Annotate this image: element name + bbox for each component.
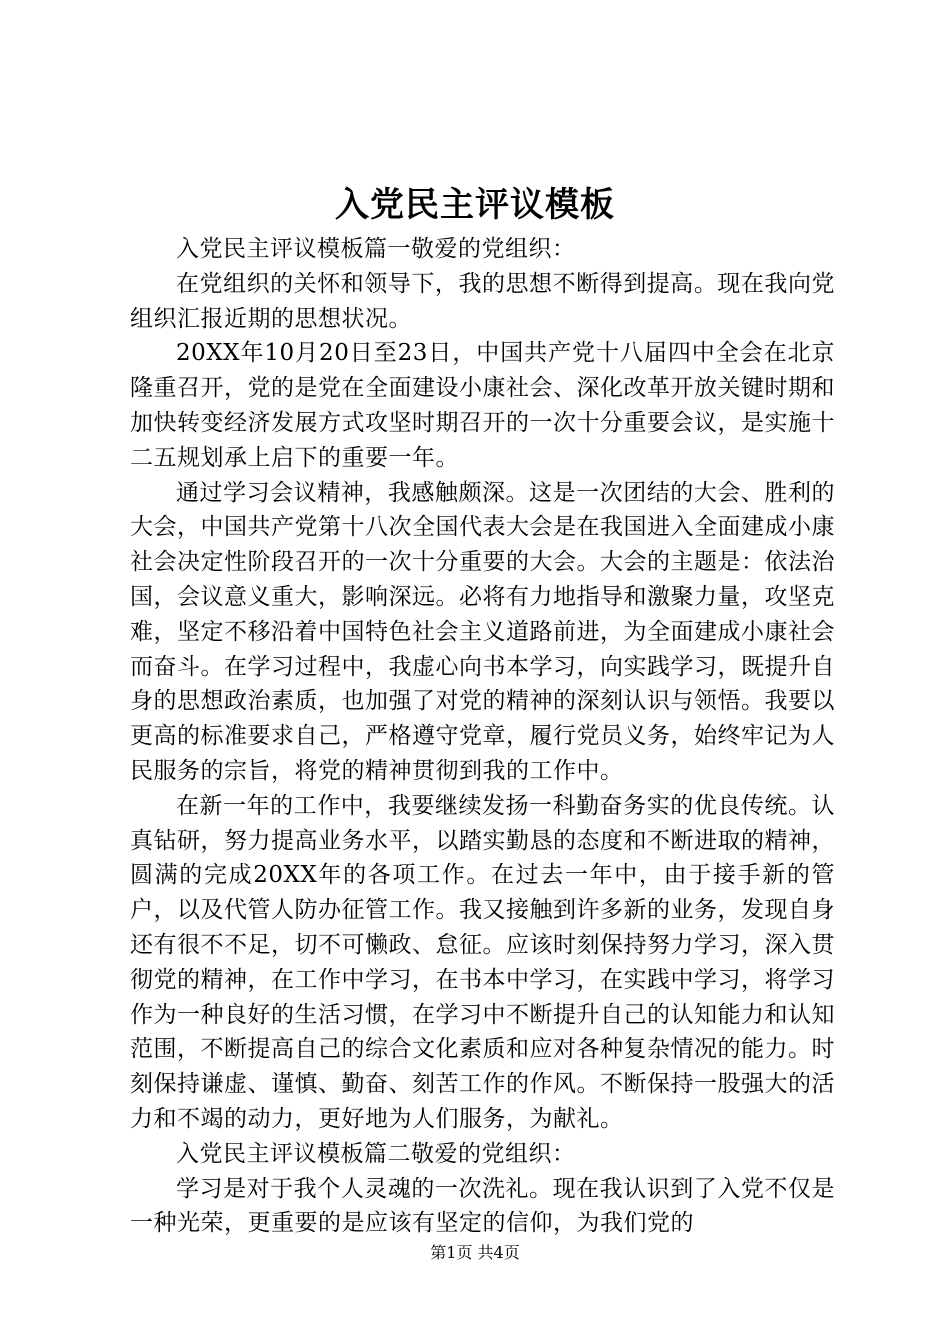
paragraph-6: 入党民主评议模板篇二敬爱的党组织：	[176, 1140, 576, 1167]
paragraph-5: 在新一年的工作中，我要继续发扬一科勤奋务实的优良传统。认真钻研，努力提高业务水平，以踏实勤恳的态度和不断进取的精神，圆满的完成20XX年的各项工作。在过去一年中，由于接手新的管户，以及代管人防办征管工作。我又接触到许多新的业务，发现自身还有很不不足，切不可懒政、怠征。应该时刻保持努力学习，深入贯彻党的精神，在工作中学习，在书本中学习，在实践中学习，将学习作为一种良好的生活习惯，在学习中不断提升自己的认知能力和认知范围，不断提高自己的综合文化素质和应对各种复杂情况的能力。时刻保持谦虚、谨慎、勤奋、刻苦工作的作风。不断保持一股强大的活力和不竭的动力，更好地为人们服务，为献礼。	[130, 792, 835, 1132]
paragraph-7: 学习是对于我个人灵魂的一次洗礼。现在我认识到了入党不仅是一种光荣，更重要的是应该有坚定的信仰，为我们党的	[130, 1175, 835, 1237]
document-title: 入党民主评议模板	[335, 185, 615, 225]
document-body	[130, 232, 835, 1241]
paragraph-3: 20XX年10月20日至23日，中国共产党十八届四中全会在北京隆重召开，党的是党在全面建设小康社会、深化改革开放关键时期和加快转变经济发展方式攻坚时期召开的一次十分重要会议，是实施十二五规划承上启下的重要一年。	[130, 340, 835, 471]
paragraph-1: 入党民主评议模板篇一敬爱的党组织：	[176, 236, 576, 262]
page-footer: 第1页 共4页	[430, 1243, 520, 1262]
paragraph-2: 在党组织的关怀和领导下，我的思想不断得到提高。现在我向党组织汇报近期的思想状况。	[130, 270, 835, 332]
paragraph-4: 通过学习会议精神，我感触颇深。这是一次团结的大会、胜利的大会，中国共产党第十八次全国代表大会是在我国进入全面建成小康社会决定性阶段召开的一次十分重要的大会。大会的主题是：依法治国，会议意义重大，影响深远。必将有力地指导和激聚力量，攻坚克难，坚定不移沿着中国特色社会主义道路前进，为全面建成小康社会而奋斗。在学习过程中，我虚心向书本学习，向实践学习，既提升自身的思想政治素质，也加强了对党的精神的深刻认识与领悟。我要以更高的标准要求自己，严格遵守党章，履行党员义务，始终牢记为人民服务的宗旨，将党的精神贯彻到我的工作中。	[130, 479, 835, 784]
